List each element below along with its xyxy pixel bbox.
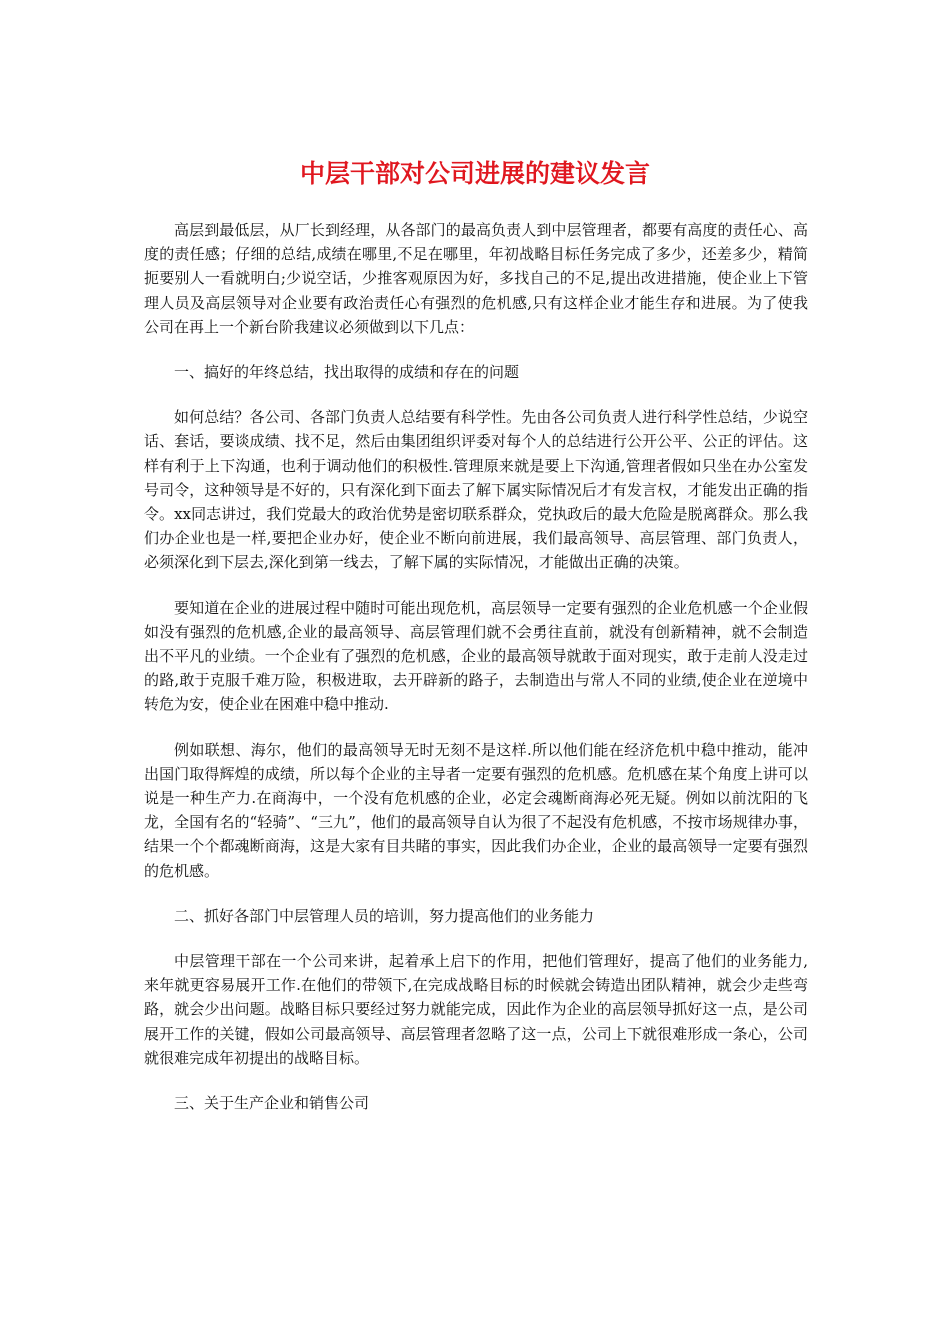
paragraph-training: 中层管理干部在一个公司来讲，起着承上启下的作用，把他们管理好，提高了他们的业务能力,来年就更容易展开工作.在他们的带领下,在完成战略目标的时候就会铸造出团队精神，就会少走些弯路，就会少出问题。战略目标只要经过努力就能完成，因此作为企业的高层领导抓好这一点，是公司展开工作的关键，假如公司最高领导、高层管理者忽略了这一点，公司上下就很难形成一条心，公司就很难完成年初提出的战略目标。 <box>144 952 808 1067</box>
document-body <box>144 218 808 1136</box>
paragraph-summary: 如何总结？各公司、各部门负责人总结要有科学性。先由各公司负责人进行科学性总结，少说空话、套话，要谈成绩、找不足，然后由集团组织评委对每个人的总结进行公开公平、公正的评估。这样有利于上下沟通，也利于调动他们的积极性.管理原来就是要上下沟通,管理者假如只坐在办公室发号司令，这种领导是不好的，只有深化到下面去了解下属实际情况后才有发言权，才能发出正确的指令。xx同志讲过，我们党最大的政治优势是密切联系群众，党执政后的最大危险是脱离群众。那么我们办企业也是一样,要把企业办好，使企业不断向前进展，我们最高领导、高层管理、部门负责人，必须深化到下层去,深化到第一线去，了解下属的实际情况，才能做出正确的决策。 <box>144 408 808 572</box>
paragraph-intro: 高层到最低层，从厂长到经理，从各部门的最高负责人到中层管理者，都要有高度的责任心、高度的责任感；仔细的总结,成绩在哪里,不足在哪里，年初战略目标任务完成了多少，还差多少，精简扼要别人一看就明白;少说空话，少推客观原因为好，多找自己的不足,提出改进措施，使企业上下管理人员及高层领导对企业要有政治责任心有强烈的危机感,只有这样企业才能生存和进展。为了使我公司在再上一个新台阶我建议必须做到以下几点： <box>144 221 808 336</box>
section-heading-1: 一、搞好的年终总结，找出取得的成绩和存在的问题 <box>174 363 520 382</box>
paragraph-crisis: 要知道在企业的进展过程中随时可能出现危机，高层领导一定要有强烈的企业危机感一个企业假如没有强烈的危机感,企业的最高领导、高层管理们就不会勇往直前，就没有创新精神，就不会制造出不平凡的业绩。一个企业有了强烈的危机感，企业的最高领导就敢于面对现实，敢于走前人没走过的路,敢于克服千难万险，积极进取，去开辟新的路子，去制造出与常人不同的业绩,使企业在逆境中转危为安，使企业在困难中稳中推动. <box>144 598 808 714</box>
section-heading-2: 二、抓好各部门中层管理人员的培训，努力提高他们的业务能力 <box>174 906 595 925</box>
document-title: 中层干部对公司进展的建议发言 <box>299 159 650 188</box>
paragraph-examples: 例如联想、海尔，他们的最高领导无时无刻不是这样.所以他们能在经济危机中稳中推动，能冲出国门取得辉煌的成绩，所以每个企业的主导者一定要有强烈的危机感。危机感在某个角度上讲可以说是一种生产力.在商海中，一个没有危机感的企业，必定会魂断商海必死无疑。例如以前沈阳的飞龙，全国有名的“轻骑”、“三九”，他们的最高领导自认为很了不起没有危机感，不按市场规律办事，结果一个个都魂断商海，这是大家有目共睹的事实，因此我们办企业，企业的最高领导一定要有强烈的危机感。 <box>144 740 808 880</box>
section-heading-3: 三、关于生产企业和销售公司 <box>174 1094 370 1113</box>
